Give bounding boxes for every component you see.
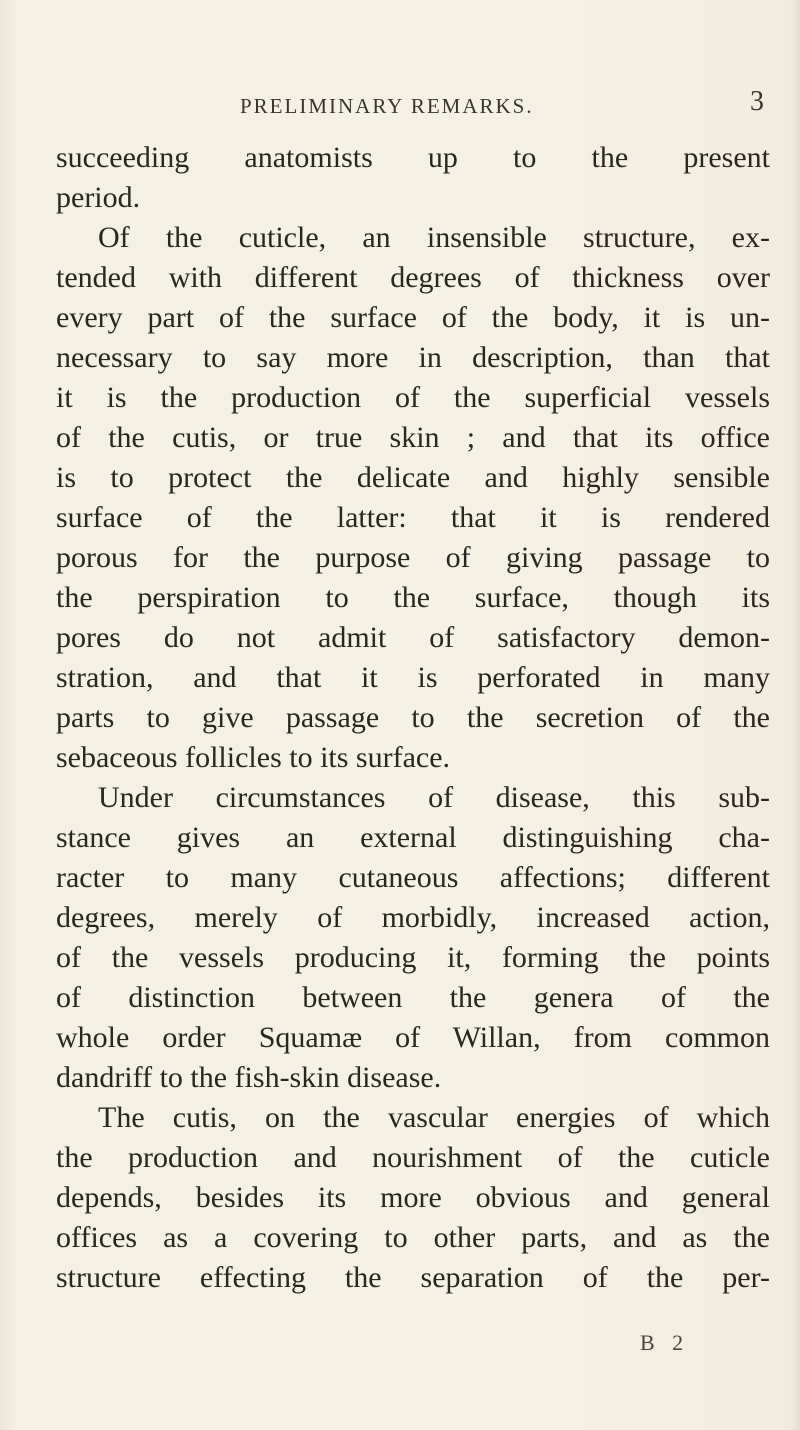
- text-line: stration, and that it is perforated in many: [56, 661, 770, 694]
- text-line: of the cutis, or true skin ; and that its office: [56, 421, 770, 454]
- text-line: racter to many cutaneous affections; different: [56, 861, 770, 894]
- text-line: degrees, merely of morbidly, increased action,: [56, 901, 770, 934]
- page-number: 3: [750, 86, 764, 117]
- text-line: whole order Squamæ of Willan, from common: [56, 1021, 770, 1054]
- text-line: Of the cuticle, an insensible structure, ex-: [98, 221, 770, 254]
- text-line: surface of the latter: that it is rendered: [56, 501, 770, 534]
- text-line: necessary to say more in description, than that: [56, 341, 770, 374]
- text-line: pores do not admit of satisfactory demon-: [56, 621, 770, 654]
- text-line: period.: [56, 181, 141, 214]
- text-line: depends, besides its more obvious and general: [56, 1181, 770, 1214]
- text-line: stance gives an external distinguishing cha-: [56, 821, 770, 854]
- text-line: porous for the purpose of giving passage to: [56, 541, 770, 574]
- text-line: parts to give passage to the secretion of the: [56, 701, 770, 734]
- text-line: offices as a covering to other parts, and as the: [56, 1221, 770, 1254]
- text-line: is to protect the delicate and highly sensible: [56, 461, 770, 494]
- text-line: the production and nourishment of the cuticle: [56, 1141, 770, 1174]
- text-line: Under circumstances of disease, this sub-: [98, 781, 770, 814]
- text-line: sebaceous follicles to its surface.: [56, 741, 451, 774]
- text-line: of distinction between the genera of the: [56, 981, 770, 1014]
- text-line: tended with different degrees of thickness over: [56, 261, 770, 294]
- text-line: it is the production of the superficial vessels: [56, 381, 770, 414]
- text-line: succeeding anatomists up to the present: [56, 141, 770, 174]
- running-header: PRELIMINARY REMARKS.: [240, 94, 534, 118]
- text-line: every part of the surface of the body, it is un-: [56, 301, 770, 334]
- text-line: structure effecting the separation of the per-: [56, 1261, 770, 1294]
- text-line: the perspiration to the surface, though its: [56, 581, 770, 614]
- text-line: of the vessels producing it, forming the points: [56, 941, 770, 974]
- page-edge-shadow: [790, 0, 800, 1430]
- signature-mark: B 2: [640, 1330, 690, 1355]
- text-line: The cutis, on the vascular energies of which: [98, 1101, 770, 1134]
- text-line: dandriff to the fish-skin disease.: [56, 1061, 442, 1094]
